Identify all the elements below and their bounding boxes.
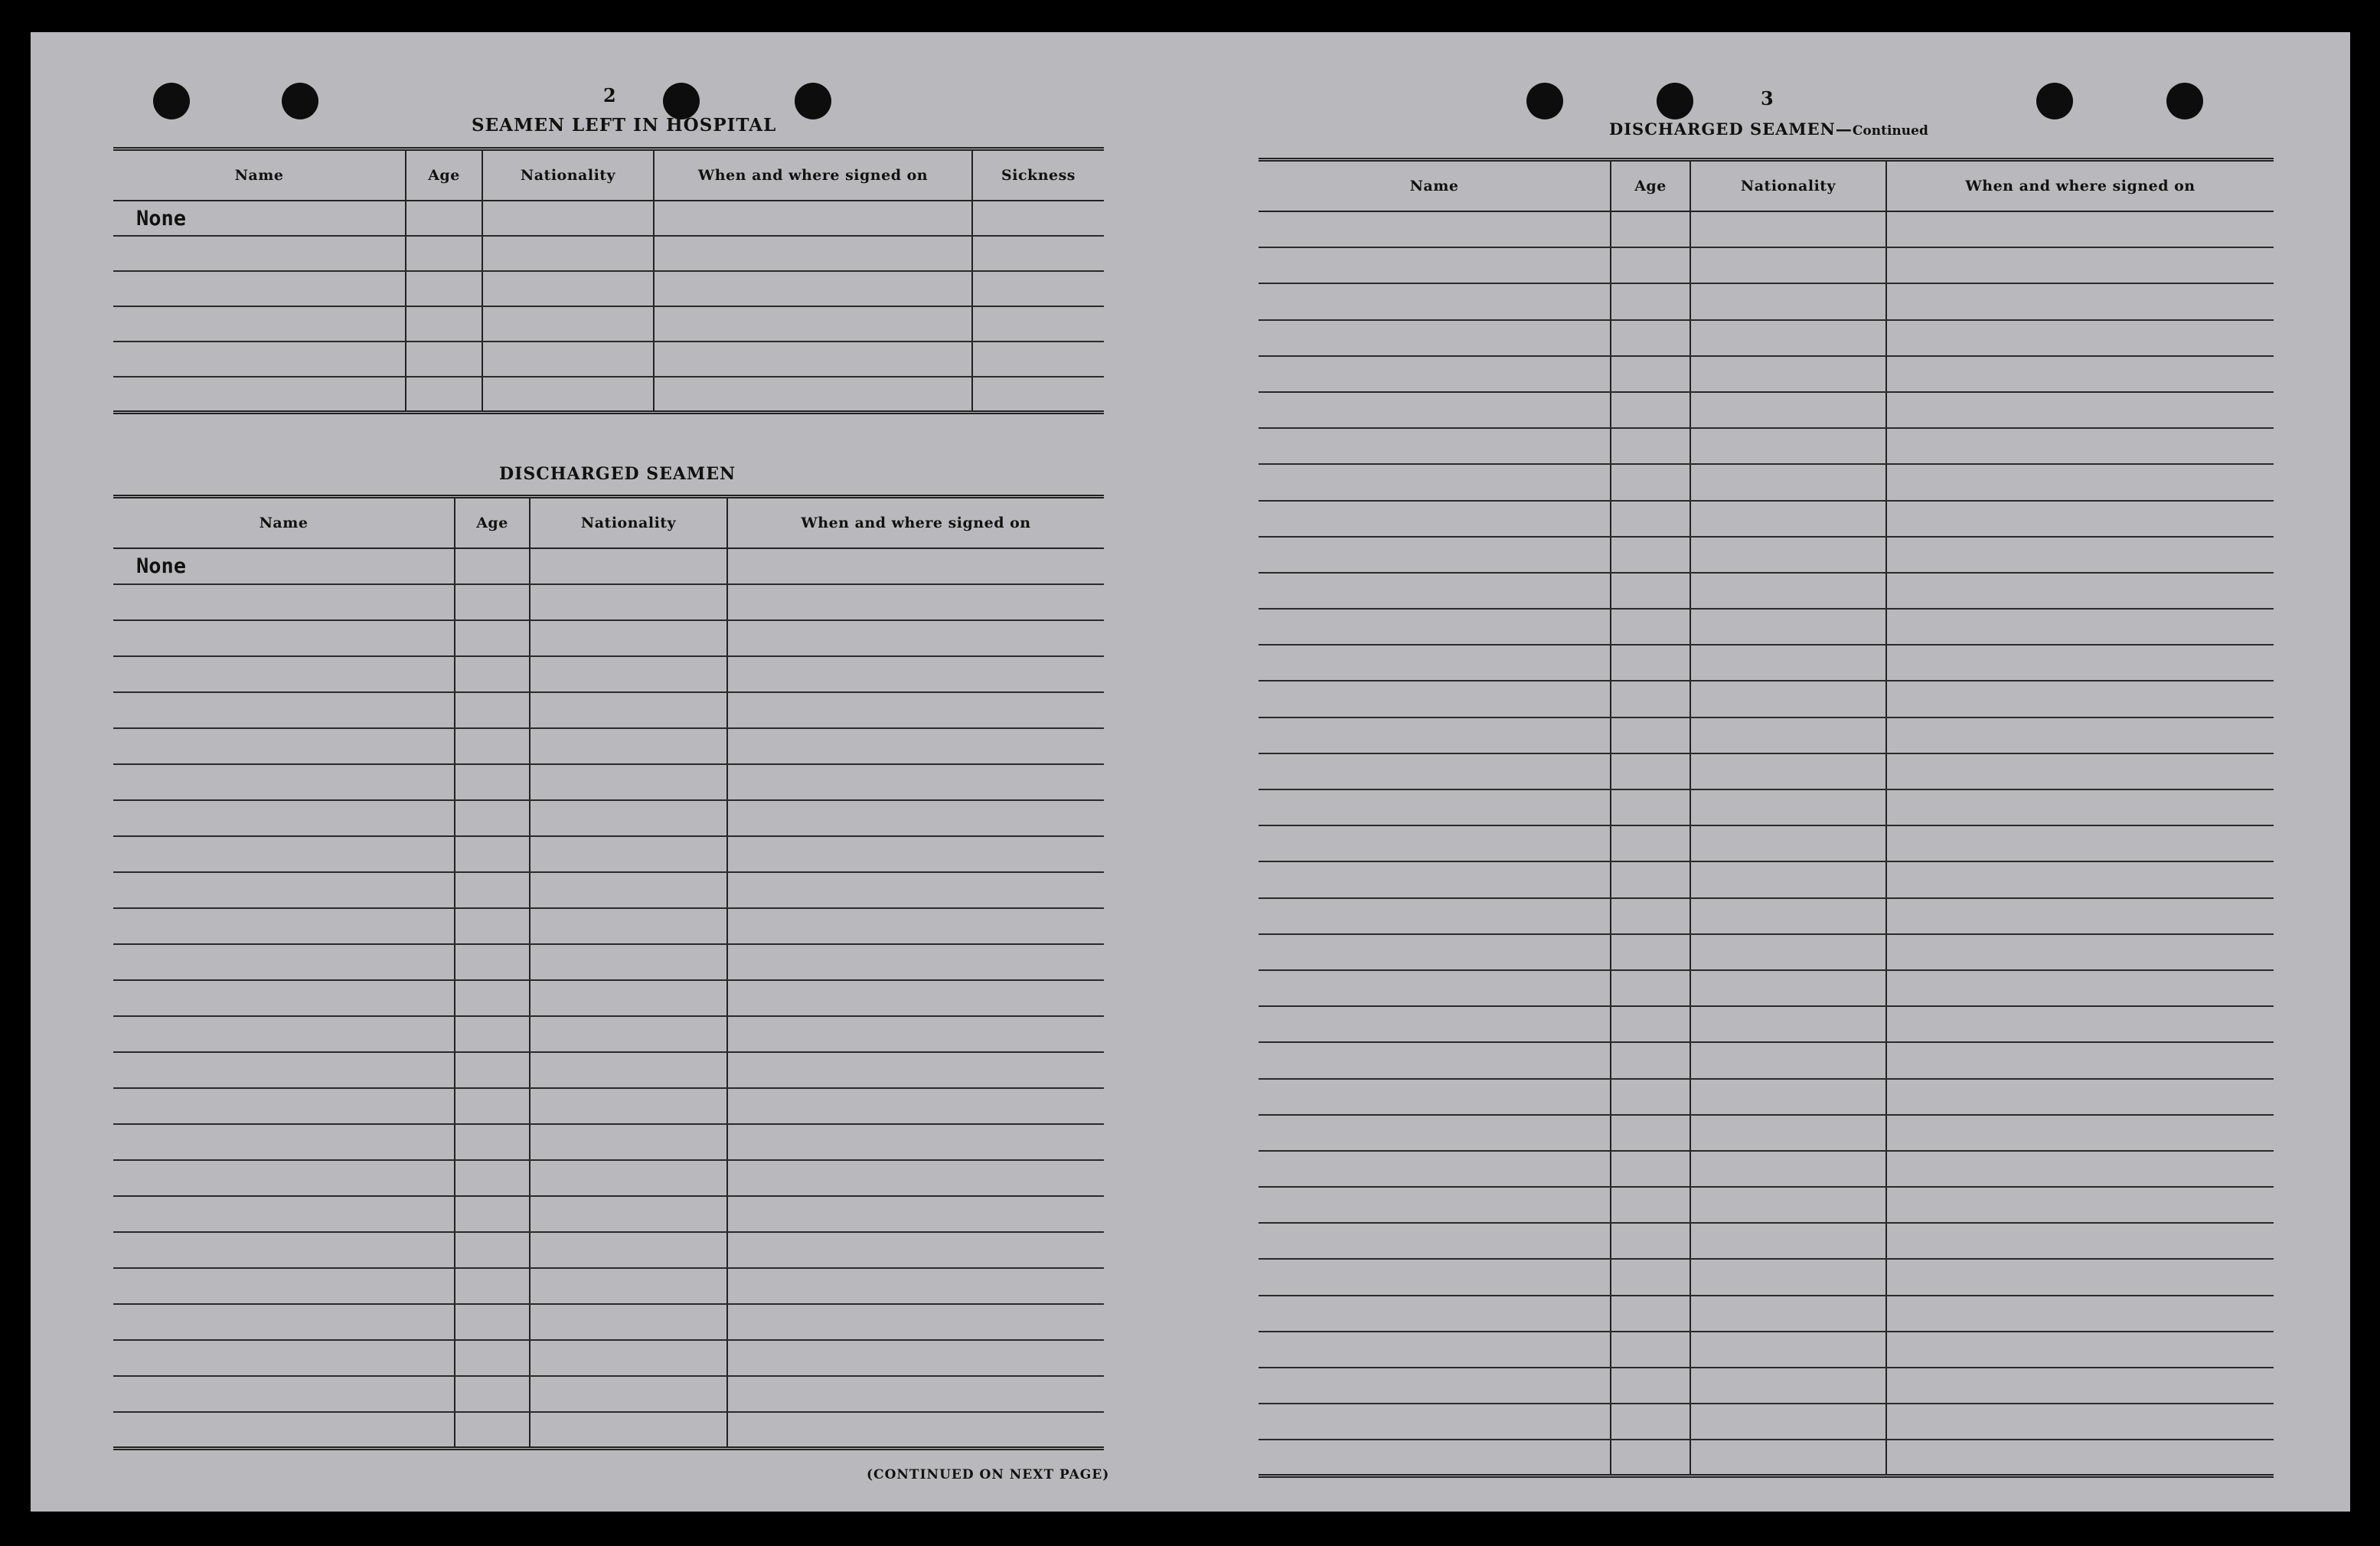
discharged-continued-table xyxy=(1259,158,2274,1478)
table-row xyxy=(1259,211,2274,247)
table-row xyxy=(1259,1187,2274,1223)
table-row xyxy=(1259,392,2274,428)
hospital-table xyxy=(113,147,1104,414)
table-row xyxy=(113,306,1104,342)
right-page xyxy=(1194,32,2350,1512)
punch-hole-3 xyxy=(663,83,700,119)
punch-hole-5 xyxy=(1526,83,1563,119)
table-row xyxy=(1259,934,2274,970)
table-row xyxy=(1259,1042,2274,1078)
column-header-nationality: Nationality xyxy=(482,149,654,201)
table-row xyxy=(113,201,1104,236)
table-row xyxy=(113,1304,1104,1340)
table-row xyxy=(1259,1151,2274,1187)
discharged-rows xyxy=(113,548,1104,1448)
column-header-name: Name xyxy=(113,497,455,549)
table-row xyxy=(113,1160,1104,1196)
table-row xyxy=(113,271,1104,306)
table-row xyxy=(1259,970,2274,1006)
table-row xyxy=(1259,645,2274,681)
table-row xyxy=(1259,1223,2274,1259)
table-row xyxy=(1259,1404,2274,1440)
table-row xyxy=(113,836,1104,872)
table-row xyxy=(1259,861,2274,897)
table-row xyxy=(113,584,1104,620)
table-row xyxy=(1259,1368,2274,1404)
table-row xyxy=(113,908,1104,944)
table-row xyxy=(113,1088,1104,1124)
table-row xyxy=(1259,1259,2274,1295)
table-row xyxy=(113,800,1104,836)
punch-hole-2 xyxy=(282,83,318,119)
table-row xyxy=(113,728,1104,764)
table-row xyxy=(1259,1440,2274,1476)
table-row xyxy=(113,1376,1104,1412)
table-row xyxy=(1259,1296,2274,1332)
table-row xyxy=(1259,898,2274,934)
table-row xyxy=(113,377,1104,412)
punch-hole-8 xyxy=(2166,83,2203,119)
column-header-name: Name xyxy=(1259,160,1611,212)
table-row xyxy=(1259,356,2274,392)
punch-hole-6 xyxy=(1657,83,1693,119)
table-row xyxy=(113,872,1104,908)
table-row xyxy=(1259,1006,2274,1042)
table-row xyxy=(113,980,1104,1016)
table-row xyxy=(113,1232,1104,1268)
discharged-table xyxy=(113,495,1104,1450)
table-row xyxy=(1259,717,2274,753)
table-row xyxy=(113,1052,1104,1088)
section-title-discharged-continued xyxy=(1609,119,1928,139)
punch-hole-7 xyxy=(2036,83,2073,119)
continued-rows xyxy=(1259,211,2274,1476)
page-number: 3 xyxy=(1761,87,1774,109)
column-header-signed-on: When and where signed on xyxy=(654,149,972,201)
table-row xyxy=(113,944,1104,980)
table-row xyxy=(113,1268,1104,1304)
title-suffix: Continued xyxy=(1852,123,1928,139)
name-entry: None xyxy=(113,201,406,236)
column-header-age: Age xyxy=(1611,160,1690,212)
table-row xyxy=(1259,320,2274,356)
table-row xyxy=(1259,609,2274,645)
table-row xyxy=(1259,247,2274,283)
table-row xyxy=(1259,789,2274,825)
title-main: DISCHARGED SEAMEN— xyxy=(1609,119,1853,139)
table-row xyxy=(1259,1332,2274,1368)
column-header-nationality: Nationality xyxy=(1690,160,1886,212)
table-row xyxy=(113,342,1104,377)
table-row xyxy=(1259,753,2274,789)
punch-hole-4 xyxy=(795,83,831,119)
table-row xyxy=(113,1124,1104,1160)
table-row xyxy=(113,548,1104,584)
column-header-signed-on: When and where signed on xyxy=(727,497,1104,549)
column-header-age: Age xyxy=(455,497,530,549)
column-header-age: Age xyxy=(406,149,482,201)
page-number: 2 xyxy=(603,84,616,106)
column-header-name: Name xyxy=(113,149,406,201)
continued-note: (CONTINUED ON NEXT PAGE) xyxy=(867,1467,1110,1482)
table-row xyxy=(1259,283,2274,319)
table-row xyxy=(113,620,1104,656)
table-row xyxy=(1259,537,2274,573)
table-row xyxy=(113,656,1104,692)
table-row xyxy=(1259,573,2274,609)
table-row xyxy=(113,692,1104,728)
section-title-discharged: DISCHARGED SEAMEN xyxy=(499,464,736,484)
table-row xyxy=(1259,1115,2274,1151)
table-row xyxy=(113,1340,1104,1376)
table-row xyxy=(113,236,1104,271)
table-row xyxy=(113,1196,1104,1232)
column-header-nationality: Nationality xyxy=(530,497,727,549)
table-row xyxy=(1259,681,2274,717)
column-header-sickness: Sickness xyxy=(972,149,1104,201)
hospital-rows xyxy=(113,201,1104,412)
table-row xyxy=(1259,825,2274,861)
left-page xyxy=(31,32,1194,1512)
column-header-signed-on: When and where signed on xyxy=(1886,160,2274,212)
table-row xyxy=(113,1016,1104,1052)
table-row xyxy=(1259,501,2274,537)
table-row xyxy=(1259,428,2274,464)
table-row xyxy=(113,764,1104,800)
punch-hole-1 xyxy=(153,83,190,119)
table-row xyxy=(113,1412,1104,1448)
table-row xyxy=(1259,1079,2274,1115)
name-entry: None xyxy=(113,548,455,584)
section-title-hospital: SEAMEN LEFT IN HOSPITAL xyxy=(472,115,777,136)
table-row xyxy=(1259,464,2274,500)
